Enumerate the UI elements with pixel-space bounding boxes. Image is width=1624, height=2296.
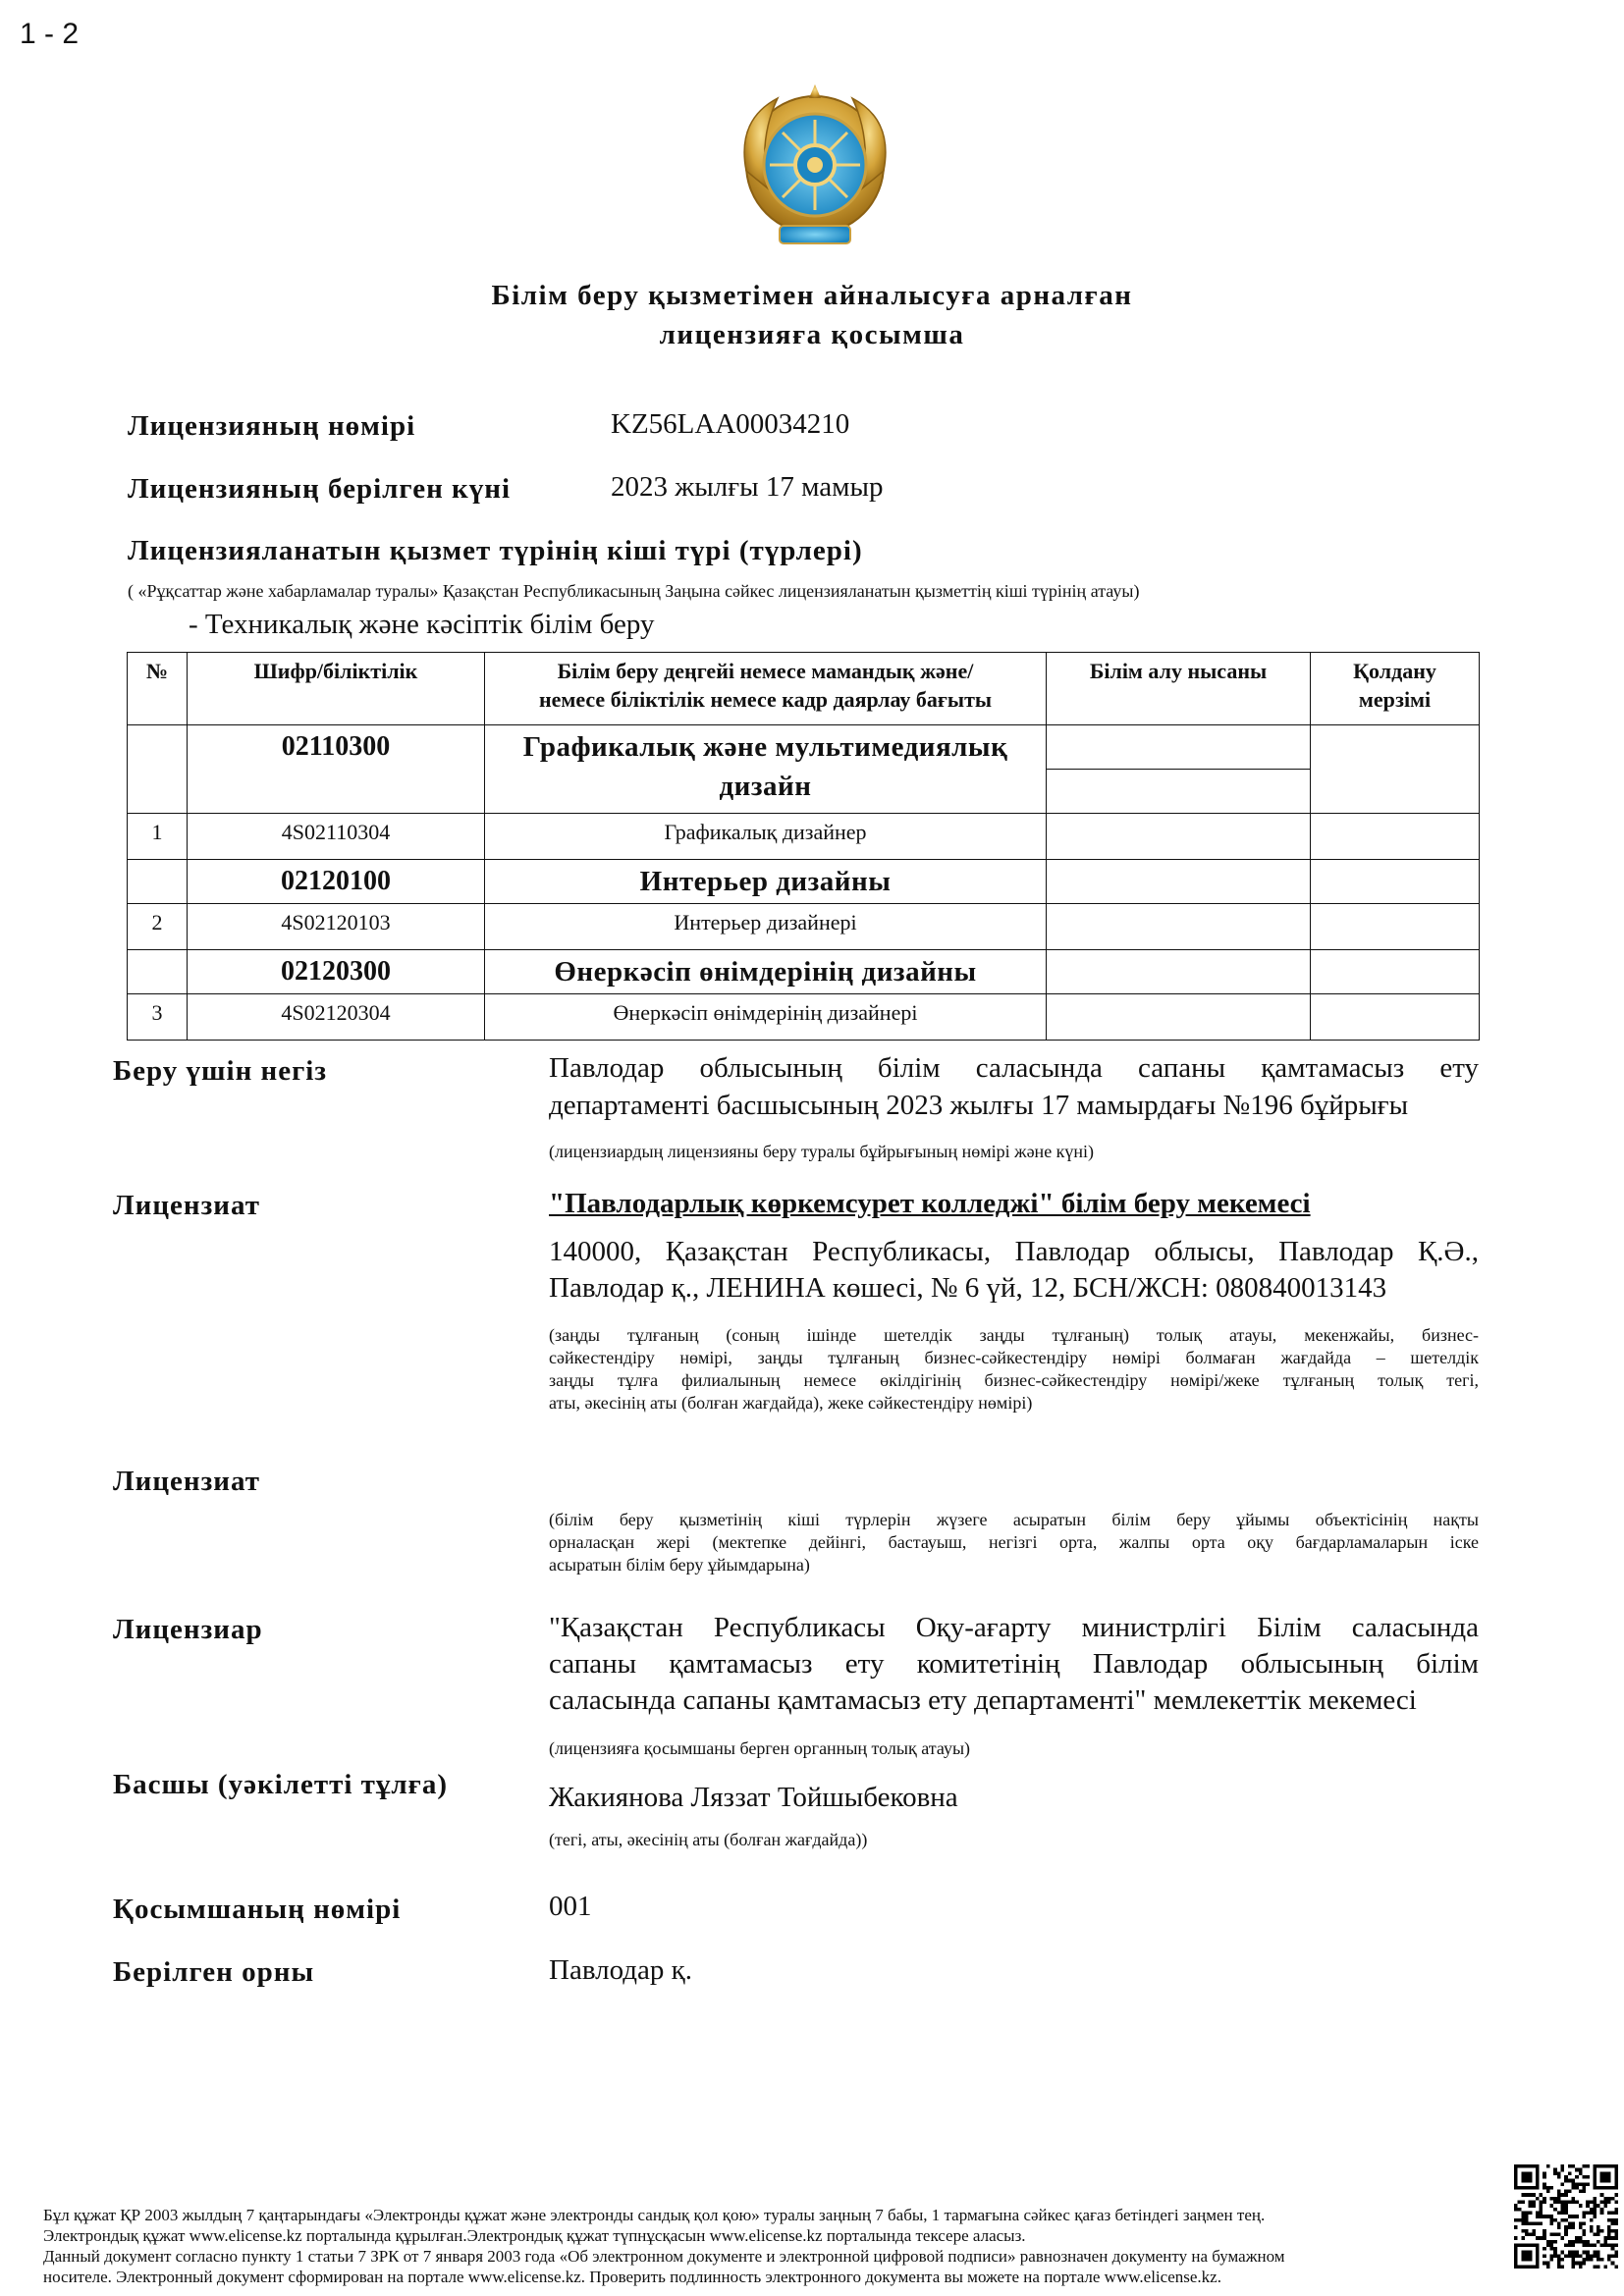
- subtype-label: Лицензияланатын қызмет түрінің кіші түрі (түрлері): [128, 535, 863, 566]
- qualification-name: Өнеркәсіп өнімдерінің дизайнері: [485, 994, 1047, 1041]
- footer-line-1: Бұл құжат ҚР 2003 жылдың 7 қаңтарындағы «Электронды құжат және электронды сандық қол қою» туралы заңның 7 бабы, 1 тармағына сәйкес қағаз бетіндегі заңмен тең.: [43, 2206, 1266, 2224]
- licensee-label: Лицензиат: [113, 1190, 260, 1221]
- licensee-note-line-2: сәйкестендіру нөмірі, заңды тұлғаның бизнес-сәйкестендіру нөмірі болмаған жағдайда – шетелдік: [549, 1348, 1479, 1367]
- subtype-value: - Техникалық және кәсіптік білім беру: [189, 609, 655, 640]
- qualification-name: Графикалық дизайнер: [485, 814, 1047, 860]
- basis-line-2: департаменті басшысының 2023 жылғы 17 мамырдағы №196 бұйрығы: [549, 1090, 1409, 1121]
- qualification-code: 4S02120103: [188, 904, 485, 950]
- state-emblem-icon: [729, 80, 901, 253]
- issue-date-label: Лицензияның берілген күні: [128, 473, 512, 505]
- header-code: Шифр/біліктілік: [188, 653, 485, 725]
- license-number: KZ56LAA00034210: [611, 408, 850, 440]
- page-number: 1 - 2: [20, 18, 80, 50]
- table-header-row: [128, 653, 1480, 725]
- licensee-address-line-2: Павлодар қ., ЛЕНИНА көшесі, № 6 үй, 12, БСН/ЖСН: 080840013143: [549, 1272, 1387, 1304]
- header-num: №: [128, 653, 188, 725]
- licensor-label: Лицензиар: [113, 1614, 263, 1645]
- specialty-code: 02110300: [188, 725, 485, 814]
- table-row: 3 4S02120304 Өнеркәсіп өнімдерінің дизайнері: [128, 994, 1480, 1041]
- qualification-name: Интерьер дизайнері: [485, 904, 1047, 950]
- licensee-location-note-line-3: асыратын білім беру ұйымдарына): [549, 1555, 810, 1575]
- basis-label: Беру үшін негіз: [113, 1055, 327, 1087]
- license-table: [127, 652, 1480, 1041]
- licensor-line-2: сапаны қамтамасыз ету комитетінің Павлодар облысының білім: [549, 1648, 1479, 1680]
- document-title: Білім беру қызметімен айналысуға арналған: [491, 280, 1133, 311]
- head-label: Басшы (уәкілетті тұлға): [113, 1769, 448, 1800]
- footer-line-2: Электрондық құжат www.elicense.kz порталында құрылған.Электрондық құжат түпнұсқасын www.elicense.kz порталында тексере аласыз.: [43, 2226, 1026, 2245]
- licensee-address-line-1: 140000, Қазақстан Республикасы, Павлодар облысы, Павлодар Қ.Ә.,: [549, 1236, 1479, 1267]
- specialty-name: Графикалық және мультимедиялық дизайн: [485, 725, 1047, 814]
- table-row: [128, 860, 1480, 904]
- qualification-code: 4S02110304: [188, 814, 485, 860]
- issue-date: 2023 жылғы 17 мамыр: [611, 471, 884, 503]
- licensee-note-line-3: заңды тұлға филиалының немесе өкілдігінің бизнес-сәйкестендіру нөмірі/жеке тұлғаның толық тегі,: [549, 1370, 1479, 1390]
- header-term: Қолдану мерзімі: [1311, 653, 1480, 725]
- table-row: 1 4S02110304 Графикалық дизайнер: [128, 814, 1480, 860]
- annex-number: 001: [549, 1891, 592, 1922]
- licensor-line-1: "Қазақстан Республикасы Оқу-ағарту министрлігі Білім саласында: [549, 1612, 1479, 1643]
- specialty-name: Интерьер дизайны: [485, 860, 1047, 904]
- table-row: [128, 725, 1480, 814]
- header-level: Білім беру деңгейі немесе мамандық және/ немесе біліктілік немесе кадр даярлау бағыты: [485, 653, 1047, 725]
- licensee-name: "Павлодарлық көркемсурет колледжі" білім беру мекемесі: [549, 1188, 1311, 1219]
- annex-number-label: Қосымшаның нөмірі: [113, 1894, 402, 1925]
- specialty-name: Өнеркәсіп өнімдерінің дизайны: [485, 950, 1047, 994]
- header-form: Білім алу нысаны: [1047, 653, 1311, 725]
- place-label: Берілген орны: [113, 1956, 315, 1988]
- specialty-code: 02120300: [188, 950, 485, 994]
- licensor-line-3: саласында сапаны қамтамасыз ету департаменті" мемлекеттік мекемесі: [549, 1684, 1417, 1716]
- licensee-note-line-1: (заңды тұлғаның (соның ішінде шетелдік заңды тұлғаның) толық атауы, мекенжайы, бизнес-: [549, 1325, 1479, 1345]
- table-row: 2 4S02120103 Интерьер дизайнері: [128, 904, 1480, 950]
- licensee-location-label: Лицензиат: [113, 1466, 260, 1497]
- basis-line-1: Павлодар облысының білім саласында сапаны қамтамасыз ету: [549, 1052, 1479, 1084]
- head-note: (тегі, аты, әкесінің аты (болған жағдайда)): [549, 1830, 868, 1849]
- qualification-code: 4S02120304: [188, 994, 485, 1041]
- place: Павлодар қ.: [549, 1954, 692, 1986]
- license-number-label: Лицензияның нөмірі: [128, 410, 416, 442]
- specialty-code: 02120100: [188, 860, 485, 904]
- document-subtitle: лицензияға қосымша: [659, 319, 965, 350]
- table-row: [128, 950, 1480, 994]
- footer-line-3: Данный документ согласно пункту 1 статьи 7 ЗРК от 7 января 2003 года «Об электронном документе и электронной цифровой подписи» равнозначен документу на бумажном: [43, 2247, 1285, 2266]
- footer-line-4: носителе. Электронный документ сформирован на портале www.elicense.kz. Проверить подлинность электронного документа вы можете на портале www.elicense.kz.: [43, 2268, 1221, 2286]
- licensor-note: (лицензияға қосымшаны берген органның толық атауы): [549, 1738, 971, 1758]
- subtype-note: ( «Рұқсаттар және хабарламалар туралы» Қазақстан Республикасының Заңына сәйкес лицензияланатын қызметтің кіші түрінің атауы): [128, 581, 1140, 601]
- qr-code-icon: [1514, 2164, 1618, 2269]
- licensee-location-note-line-2: орналасқан жері (мектепке дейінгі, бастауыш, негізгі орта, жалпы орта оқу бағдарламаларын іске: [549, 1532, 1479, 1552]
- basis-note: (лицензиардың лицензияны беру туралы бұйрығының нөмірі және күні): [549, 1142, 1095, 1161]
- head-name: Жакиянова Ляззат Тойшыбековна: [549, 1782, 958, 1813]
- licensee-note-line-4: аты, әкесінің аты (болған жағдайда), жеке сәйкестендіру нөмірі): [549, 1393, 1033, 1413]
- licensee-location-note-line-1: (білім беру қызметінің кіші түрлерін жүзеге асыратын білім беру ұйымы объектісінің нақты: [549, 1510, 1479, 1529]
